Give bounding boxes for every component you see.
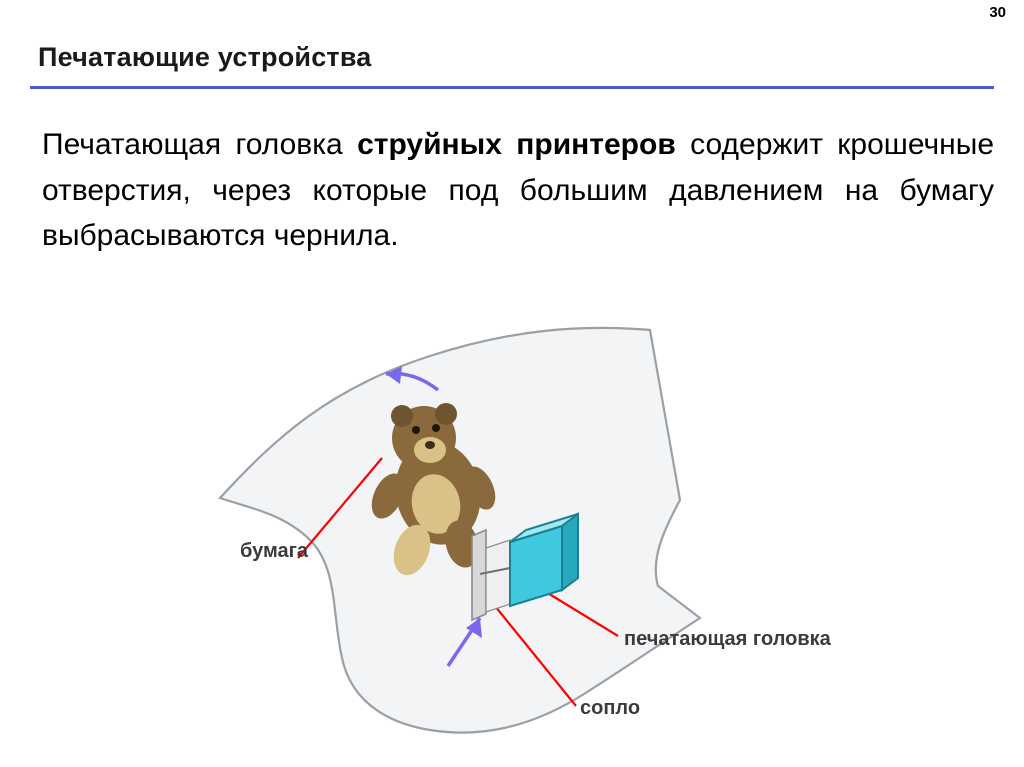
body-paragraph — [42, 122, 994, 259]
inkjet-diagram-svg — [180, 318, 940, 758]
body-segment-1: Печатающая головка — [42, 128, 358, 161]
title-divider — [30, 86, 994, 89]
inkjet-diagram — [180, 318, 940, 758]
figure-label-print-head: печатающая головка — [624, 628, 831, 650]
slide-number: 30 — [989, 4, 1006, 21]
body-segment-2: содержит крошечные отверстия, через которые под большим давлением на бумагу выбрасываются чернила. — [42, 128, 994, 253]
body-segment-bold: струйных принтеров — [357, 128, 676, 161]
page-title: Печатающие устройства — [38, 42, 372, 72]
figure-label-nozzle: сопло — [580, 697, 641, 719]
figure-label-paper: бумага — [240, 540, 309, 562]
